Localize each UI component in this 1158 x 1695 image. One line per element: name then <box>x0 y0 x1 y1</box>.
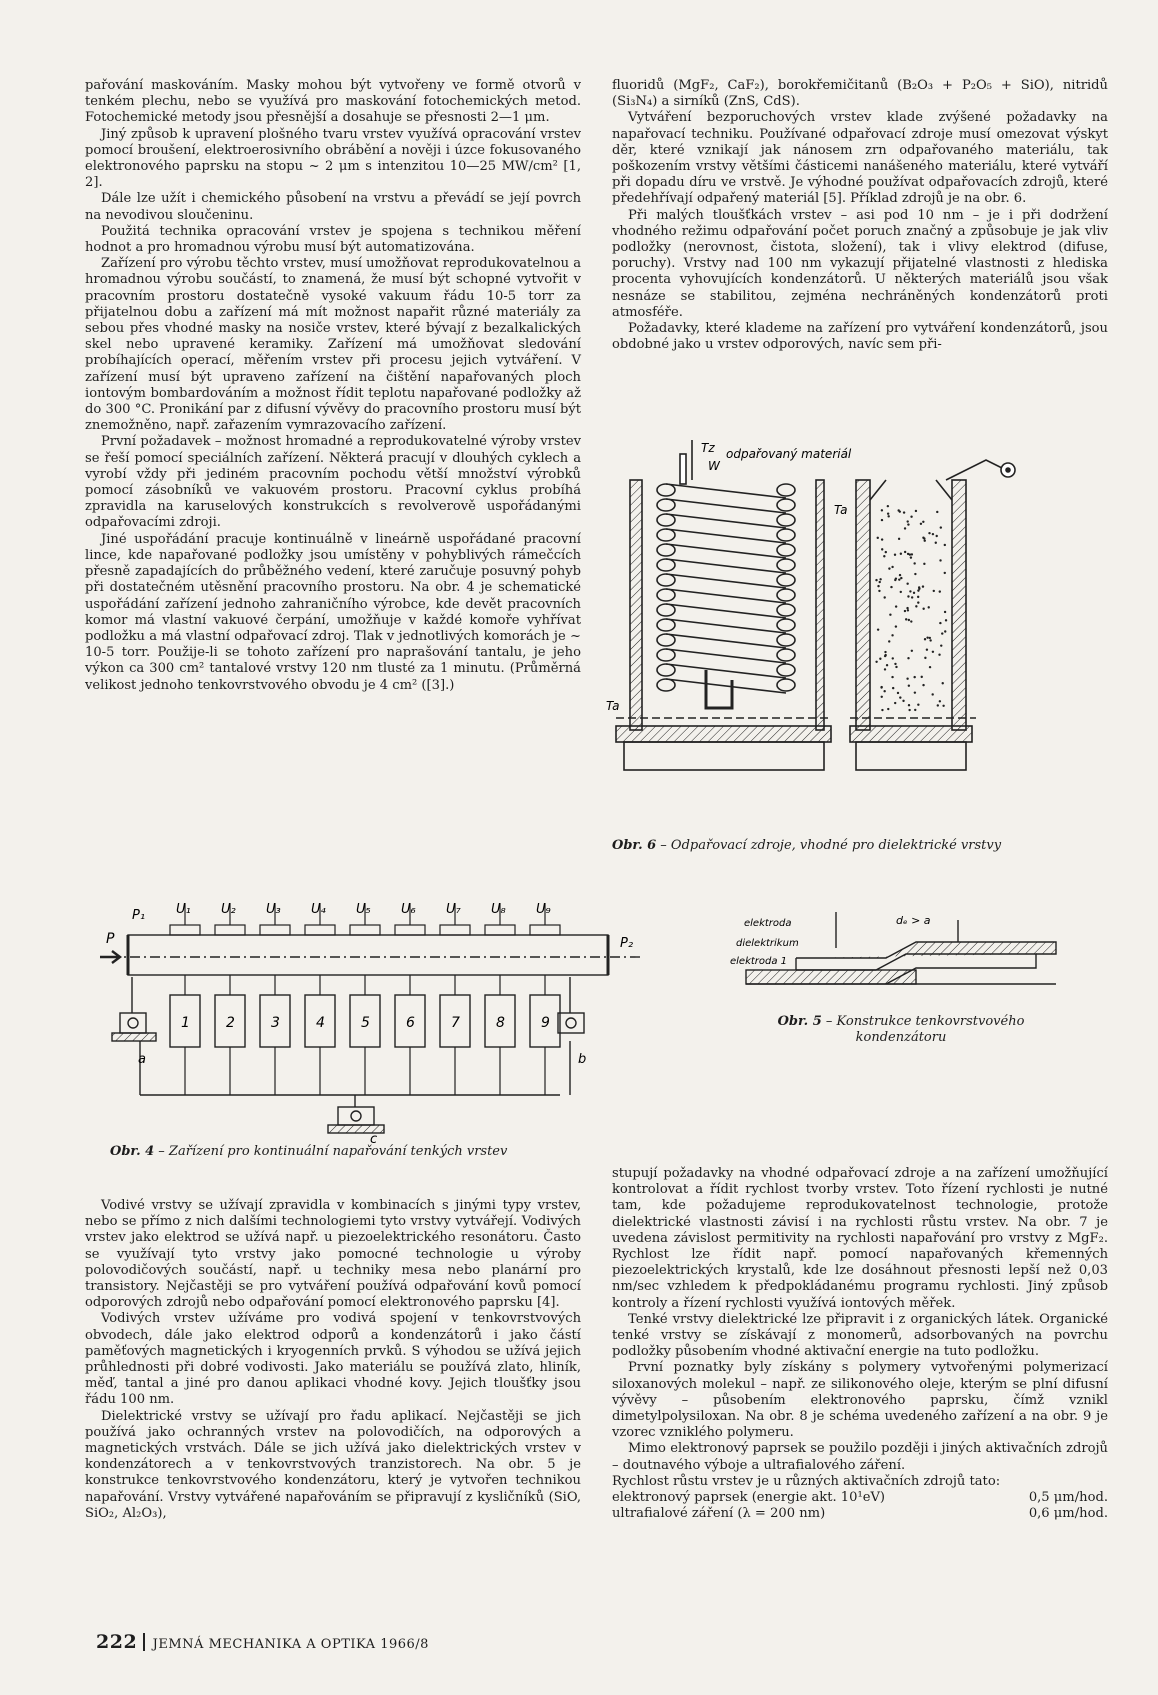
coil-wire <box>666 499 786 513</box>
coil-turn <box>657 649 675 661</box>
particle <box>884 668 886 670</box>
particle <box>909 553 911 555</box>
particle <box>899 696 901 698</box>
particle <box>906 607 908 609</box>
coil-turn <box>777 619 795 631</box>
particle <box>942 682 944 684</box>
particle <box>881 709 883 711</box>
coil-turn <box>777 514 795 526</box>
particle <box>940 526 942 528</box>
particle <box>895 605 897 607</box>
particle <box>902 700 904 702</box>
coil-wire <box>666 484 786 498</box>
particle <box>899 574 901 576</box>
particle <box>926 649 928 651</box>
particle <box>910 620 912 622</box>
coil-turn <box>657 499 675 511</box>
particle <box>913 562 915 564</box>
rate-label: ultrafialové záření (λ = 200 nm) <box>612 1506 826 1522</box>
particle <box>915 510 917 512</box>
particle <box>929 639 931 641</box>
coil-turn <box>657 679 675 691</box>
left-source <box>616 440 831 770</box>
particle <box>878 590 880 592</box>
u-label: U₂ <box>221 902 236 917</box>
particle <box>932 651 934 653</box>
rate-row <box>612 1506 1108 1522</box>
chamber-number: 2 <box>226 1015 235 1031</box>
particle <box>920 523 922 525</box>
particle <box>877 585 879 587</box>
u-label: U₃ <box>266 902 281 917</box>
coil-turn <box>777 559 795 571</box>
coil-wire <box>666 679 786 693</box>
caption-prefix: Obr. 5 <box>777 1014 822 1029</box>
particle <box>907 595 909 597</box>
coil-wire <box>666 574 786 588</box>
u-label: U₇ <box>446 902 461 917</box>
heater-block <box>215 925 245 935</box>
particle <box>915 605 917 607</box>
particle <box>921 676 923 678</box>
coil-wire <box>666 529 786 543</box>
particle <box>937 704 939 706</box>
coil-turn <box>777 574 795 586</box>
paragraph: Při malých tloušťkách vrstev – asi pod 10 nm – je i při dodržení vhodného režimu odpařování počet poruch značný a způsobuje je jak vliv podložky (nerovnost, čistota, složení), tak i vlivy elektrod (difuse, poruchy). Vrstvy nad 100 nm vykazují přijatelné vlastnosti z hlediska procenta vyhovujících kondenzátorů. U některých materiálů jsou však nesnáze se stabilitou, zejména nechráněných kondenzátorů proti atmosféře. <box>612 207 1108 320</box>
particle <box>908 704 910 706</box>
heater-block <box>530 925 560 935</box>
rate-row <box>612 1490 1108 1506</box>
particle <box>887 708 889 710</box>
label-condition: dₑ > a <box>896 914 931 927</box>
particle <box>917 601 919 603</box>
particle <box>877 537 879 539</box>
particle <box>904 527 906 529</box>
rates-intro: Rychlost růstu vrstev je u různých aktivačních zdrojů tato: <box>612 1473 1001 1489</box>
particle <box>904 551 906 553</box>
particle <box>894 702 896 704</box>
chamber-number: 6 <box>406 1015 415 1031</box>
page-number: 222 <box>96 1631 138 1653</box>
caption-prefix: Obr. 4 <box>110 1144 155 1159</box>
paragraph: fluoridů (MgF₂, CaF₂), borokřemičitanů (B₂O₃ + P₂O₅ + SiO), nitridů (Si₃N₄) a sirníků (ZnS, CdS). <box>612 78 1108 110</box>
particle <box>918 586 920 588</box>
particle <box>875 661 877 663</box>
particle <box>891 566 893 568</box>
coil-turn <box>657 514 675 526</box>
particle <box>895 666 897 668</box>
particle <box>900 577 902 579</box>
label-tz: Tz <box>701 441 715 455</box>
heater-block <box>170 925 200 935</box>
particle <box>929 637 931 639</box>
label-p2: P₂ <box>620 936 634 951</box>
particle <box>939 590 941 592</box>
particle <box>933 590 935 592</box>
particle <box>884 651 886 653</box>
particle <box>932 533 934 535</box>
u-label: U₅ <box>356 902 371 917</box>
coil-turn <box>657 544 675 556</box>
label-w: W <box>708 459 720 473</box>
coil-turn <box>657 574 675 586</box>
particle <box>905 618 907 620</box>
particle <box>900 553 902 555</box>
particle <box>889 614 891 616</box>
coil-turn <box>657 484 675 496</box>
particle <box>917 596 919 598</box>
particle <box>936 511 938 513</box>
particle <box>940 644 942 646</box>
particle <box>881 509 883 511</box>
caption-prefix: Obr. 6 <box>612 838 657 853</box>
particle <box>886 664 888 666</box>
particle <box>879 581 881 583</box>
particle <box>910 516 912 518</box>
left-column-top <box>85 78 581 694</box>
coil-wire <box>666 514 786 528</box>
chamber-number: 7 <box>451 1015 460 1031</box>
particle <box>894 663 896 665</box>
particle <box>917 704 919 706</box>
paragraph: Použitá technika opracování vrstev je spojena s technikou měření hodnot a pro hromadnou výrobu musí být automatizována. <box>85 223 581 256</box>
particle <box>935 542 937 544</box>
coil-turn <box>657 589 675 601</box>
paragraph: Jiný způsob k upravení plošného tvaru vrstev využívá opracování vrstev pomocí broušení, elektroerosivního obrábění a nověji i úzce fokusovaného elektronového paprsku na stopu ~ 2 μm s intenzitou 10—25 MW/cm² [1, 2]. <box>85 126 581 191</box>
coil-wire <box>666 559 786 573</box>
heater-block <box>350 925 380 935</box>
heater-block <box>260 925 290 935</box>
rate-label: elektronový paprsek (energie akt. 10¹eV) <box>612 1490 886 1506</box>
particle <box>907 609 909 611</box>
paragraph: První poznatky byly získány s polymery vytvořenými polymerizací siloxanových molekul – např. ze silikonového oleje, kterým se plní difusní vývěvy – působením elektronového paprsku, čímž vznikl dimetylpolysiloxan. Na obr. 8 je schéma uvedeného zařízení a na obr. 9 je vzorec vzniklého polymeru. <box>612 1360 1108 1441</box>
coil-wire <box>666 589 786 603</box>
rate-value: 0,6 μm/hod. <box>1028 1506 1108 1522</box>
particle <box>881 548 883 550</box>
coil-wire <box>666 664 786 678</box>
particle <box>924 638 926 640</box>
heater-block <box>440 925 470 935</box>
paragraph: Dielektrické vrstvy se užívají pro řadu aplikací. Nejčastěji se jich používá jako ochranných vrstev na polovodičích, na odporových a magnetických vrstvách. Dále se jich užívá jako dielektrických vrstev v kondenzátorech a v tenkovrstvových tranzistorech. Na obr. 5 je konstrukce tenkovrstvového kondenzátoru, který je vytvořen technikou napařování. Vrstvy vytvářené napařováním se připravují z kysličníků (SiO, SiO₂, Al₂O₃), <box>85 1408 581 1521</box>
coil-wire <box>666 649 786 663</box>
chamber-number: 3 <box>271 1015 280 1031</box>
particle <box>898 538 900 540</box>
u-label: U₉ <box>536 902 551 917</box>
particle <box>879 658 881 660</box>
particle <box>881 519 883 521</box>
particle <box>941 632 943 634</box>
coil-turn <box>777 664 795 676</box>
caption-text: – Konstrukce tenkovrstvového kondenzátoru <box>821 1014 1025 1045</box>
figure-5-caption <box>736 1014 1066 1046</box>
particle <box>881 538 883 540</box>
figure-6-caption <box>612 838 1112 854</box>
particle <box>899 510 901 512</box>
particle <box>887 513 889 515</box>
coil-turn <box>777 529 795 541</box>
particle <box>888 640 890 642</box>
particle <box>885 551 887 553</box>
label-p1: P₁ <box>132 908 146 923</box>
coil-turn <box>657 604 675 616</box>
label-c: c <box>370 1132 378 1147</box>
particle <box>944 611 946 613</box>
particle <box>939 622 941 624</box>
particle <box>907 657 909 659</box>
particle <box>926 636 928 638</box>
particle <box>924 657 926 659</box>
particle <box>928 532 930 534</box>
particle <box>887 505 889 507</box>
footer-divider <box>143 1633 145 1651</box>
particle <box>892 657 894 659</box>
chamber-number: 1 <box>181 1015 190 1031</box>
particle <box>877 628 879 630</box>
particle <box>890 586 892 588</box>
label-p: P <box>106 931 115 947</box>
paragraph: Požadavky, které klademe na zařízení pro vytváření kondenzátorů, jsou obdobné jako u vrstev odporových, navíc sem při- <box>612 321 1108 353</box>
figure-4-continuous-line <box>100 895 700 1145</box>
particle <box>938 653 940 655</box>
coil-turn <box>777 499 795 511</box>
figure-4-caption <box>110 1144 610 1160</box>
particle <box>913 592 915 594</box>
particle <box>922 585 924 587</box>
chamber-number: 8 <box>496 1015 505 1031</box>
particle <box>924 540 926 542</box>
heater-block <box>485 925 515 935</box>
particle <box>894 554 896 556</box>
particle <box>908 684 910 686</box>
particle <box>906 678 908 680</box>
particle <box>922 521 924 523</box>
particle <box>910 556 912 558</box>
particle <box>875 579 877 581</box>
particle <box>944 572 946 574</box>
particle <box>911 596 913 598</box>
journal-name: JEMNÁ MECHANIKA A OPTIKA 1966/8 <box>152 1637 429 1652</box>
particle <box>895 577 897 579</box>
evaporant-particles <box>875 505 947 711</box>
particle <box>904 610 906 612</box>
paragraph: První požadavek – možnost hromadné a reprodukovatelné výroby vrstev se řeší pomocí speciálních zařízení. Některá pracují v dlouhých cyklech a vyrobí vždy při jediném pracovním pochodu větší množství výrobků pomocí zásobníků ve vakuovém prostoru. Pracovní cyklus probíhá zpravidla na karuselových konstrukcích s revolverově uspořádanými odpařovacími zdroji. <box>85 434 581 531</box>
coil-turn <box>657 619 675 631</box>
particle <box>880 686 882 688</box>
particle <box>883 555 885 557</box>
coil-turn <box>657 664 675 676</box>
heater-block <box>305 925 335 935</box>
particle <box>914 691 916 693</box>
particle <box>942 705 944 707</box>
left-column-bottom <box>85 1198 581 1522</box>
coil-wire <box>666 544 786 558</box>
u-label: U₁ <box>176 902 191 917</box>
figure-5-capacitor <box>730 912 1066 1012</box>
particle <box>898 578 900 580</box>
label-b: b <box>578 1052 587 1067</box>
particle <box>883 596 885 598</box>
coil-turn <box>777 649 795 661</box>
right-column-top <box>612 78 1108 353</box>
particle <box>908 709 910 711</box>
coil-wire <box>666 619 786 633</box>
label-ta-top: Ta <box>834 503 848 517</box>
particle <box>888 567 890 569</box>
chamber-number: 9 <box>541 1015 550 1031</box>
u-label: U₄ <box>311 902 326 917</box>
label-a: a <box>138 1052 146 1067</box>
paragraph: Tenké vrstvy dielektrické lze připravit i z organických látek. Organické tenké vrstvy se získávají z monomerů, adsorbovaných na povrchu podložky působením vhodné aktivační energie na tuto podložku. <box>612 1311 1108 1360</box>
paragraph: Jiné uspořádání pracuje kontinuálně v lineárně uspořádané pracovní lince, kde napařované podložky jsou umístěny v pohyblivých rámečcích přesně zapadajících do průběžného vedení, které zaručuje posuvný pohyb při dostatečném utěsnění pracovního prostoru. Na obr. 4 je schematické uspořádání zařízení jednoho zahraničního výrobce, kde devět pracovních komor má vlastní vakuové čerpání, umožňuje v každé komoře vyhřívat podložku a má vlastní odpařovací zdroj. Tlak v jednotlivých komorách je ~ 10-5 torr. Použije-li se tohoto zařízení pro naprašování tantalu, je jeho výkon ca 300 cm² tantalové vrstvy 120 nm tlusté za 1 minutu. (Průměrná velikost jednoho tenkovrstvového obvodu je 4 cm² ([3].) <box>85 531 581 693</box>
u-label: U₈ <box>491 902 506 917</box>
particle <box>897 692 899 694</box>
coil-turn <box>657 559 675 571</box>
particle <box>922 608 924 610</box>
paragraph: Dále lze užít i chemického působení na vrstvu a převádí se její povrch na nevodivou sloučeninu. <box>85 191 581 223</box>
particle <box>900 591 902 593</box>
particle <box>887 515 889 517</box>
chamber-number: 5 <box>361 1015 370 1031</box>
right-source <box>850 460 1015 770</box>
particle <box>891 676 893 678</box>
paragraph: Vytváření bezporuchových vrstev klade zvýšené požadavky na napařovací techniku. Používané odpařovací zdroje musí omezovat výskyt děr, které vznikají jak nánosem zrn odpařovaného materiálu, tak poškozením vrstvy většími částicemi nanášeného materiálu, které vytváří při dopadu díru ve vrstvě. Je výhodné používat odpařovacích zdrojů, které předehřívají odpařený materiál [5]. Příklad zdrojů je na obr. 6. <box>612 110 1108 207</box>
coil-turn <box>657 529 675 541</box>
chambers <box>170 902 560 1095</box>
right-column-bottom <box>612 1166 1108 1522</box>
particle <box>913 676 915 678</box>
coil-wire <box>666 604 786 618</box>
heater-coil <box>657 484 795 693</box>
particle <box>928 606 930 608</box>
heater-block <box>395 925 425 935</box>
particle <box>939 559 941 561</box>
coil-wire <box>666 634 786 648</box>
coil-turn <box>657 634 675 646</box>
particle <box>945 619 947 621</box>
particle <box>883 690 885 692</box>
paragraph: Zařízení pro výrobu těchto vrstev, musí umožňovat reprodukovatelnou a hromadnou výrobu součástí, to znamená, že musí být schopné vytvořit v pracovním prostoru dostatečně vysoké vakuum řádu 10-5 torr za přijatelnou dobu a zařízení má mít možnost napařit různé materiály za sebou přes vhodné masky na nosiče vrstev, které bývají z bezalkalických skel nebo upravené keramiky. Zařízení má umožňovat sledování probíhajících operací, měřením vrstev při procesu jejich vytváření. V zařízení musí být upraveno zařízení na čištění napařovaných ploch iontovým bombardováním a možnost řídit teplotu napařované podložky až do 300 °C. Pronikání par z difusní vývěvy do pracovního prostoru musí být znemožněno, např. zařazením vymrazovacího zařízení. <box>85 256 581 434</box>
label-ta-bottom: Ta <box>606 699 620 713</box>
particle <box>884 654 886 656</box>
chamber-number: 4 <box>316 1015 325 1031</box>
particle <box>911 650 913 652</box>
particle <box>909 590 911 592</box>
particle <box>892 687 894 689</box>
particle <box>881 696 883 698</box>
label-dielectric: dielektrikum <box>736 938 799 949</box>
coil-turn <box>777 544 795 556</box>
paragraph: stupují požadavky na vhodné odpařovací zdroje a na zařízení umožňující kontrolovat a řídit rychlost tvorby vrstev. Toto řízení rychlosti je nutné tam, kde požadujeme reprodukovatelnost technologie, protože dielektrické vlastnosti závisí i na rychlosti růstu vrstev. Na obr. 7 je uvedena závislost permitivity na rychlosti napařování pro vrstvy z MgF₂. Rychlost lze řídit např. pomocí napařovaných křemenných piezoelektrických krystalů, kde lze dosáhnout přesnosti lepší než 0,03 nm/sec vzhledem k předpokládanému programu rychlosti. Jiný způsob kontroly a řízení rychlosti využívá iontových měřek. <box>612 1166 1108 1311</box>
particle <box>907 523 909 525</box>
paragraph: Vodivé vrstvy se užívají zpravidla v kombinacích s jinými typy vrstev, nebo se přímo z nich dalšími technologiemi tyto vrstvy vytvářejí. Vodivých vrstev jako elektrod se užívá např. u piezoelektrického resonátoru. Často se využívají tyto vrstvy jako pomocné technologie u výroby polovodičových součástí, např. u techniky mesa nebo planární pro transistory. Nejčastěji se pro vytváření používá odpařování kovů pomocí odporových zdrojů nebo odpařování pomocí elektronového paprsku [4]. <box>85 1198 581 1311</box>
paragraph: Vodivých vrstev užíváme pro vodivá spojení v tenkovrstvových obvodech, dále jako elektrod odporů a kondenzátorů i jako částí paměťových magnetických i kryogenních prvků. S výhodou se užívá jejich průhlednosti při dobré vodivosti. Jako materiálu se používá zlato, hliník, měď, tantal a jiné pro danou aplikaci vhodné kovy. Jejich tloušťky jsou řádu 100 nm. <box>85 1311 581 1408</box>
particle <box>908 619 910 621</box>
particle <box>891 634 893 636</box>
caption-text: – Zařízení pro kontinuální napařování tenkých vrstev <box>154 1144 508 1159</box>
particle <box>906 583 908 585</box>
paragraph: Mimo elektronový paprsek se použilo později i jiných aktivačních zdrojů – doutnavého výboje a ultrafialového záření. <box>612 1441 1108 1473</box>
particle <box>923 563 925 565</box>
particle <box>922 684 924 686</box>
particle <box>936 535 938 537</box>
coil-turn <box>777 484 795 496</box>
particle <box>944 544 946 546</box>
particle <box>929 666 931 668</box>
paragraph: pařování maskováním. Masky mohou být vytvořeny ve formě otvorů v tenkém plechu, nebo se využívá pro maskování fotochemických metod. Fotochemické metody jsou přesnější a dosahuje se přesnosti 2—1 μm. <box>85 78 581 126</box>
coil-turn <box>777 589 795 601</box>
label-electrode: elektroda <box>744 918 792 929</box>
coil-turn <box>777 634 795 646</box>
coil-turn <box>777 679 795 691</box>
particle <box>944 630 946 632</box>
figure-6-evaporation-sources <box>606 440 1112 820</box>
particle <box>922 537 924 539</box>
particle <box>906 520 908 522</box>
caption-text: – Odpařovací zdroje, vhodné pro dielektrické vrstvy <box>656 838 1002 853</box>
label-electrode-1: elektroda 1 <box>730 956 788 967</box>
particle <box>903 511 905 513</box>
coil-turn <box>777 604 795 616</box>
rate-value: 0,5 μm/hod. <box>1028 1490 1108 1506</box>
particle <box>931 693 933 695</box>
u-label: U₆ <box>401 902 416 917</box>
label-material: odpařovaný materiál <box>726 447 852 461</box>
particle <box>895 625 897 627</box>
particle <box>914 709 916 711</box>
particle <box>879 578 881 580</box>
page-footer <box>96 1631 429 1653</box>
particle <box>914 573 916 575</box>
particle <box>939 700 941 702</box>
